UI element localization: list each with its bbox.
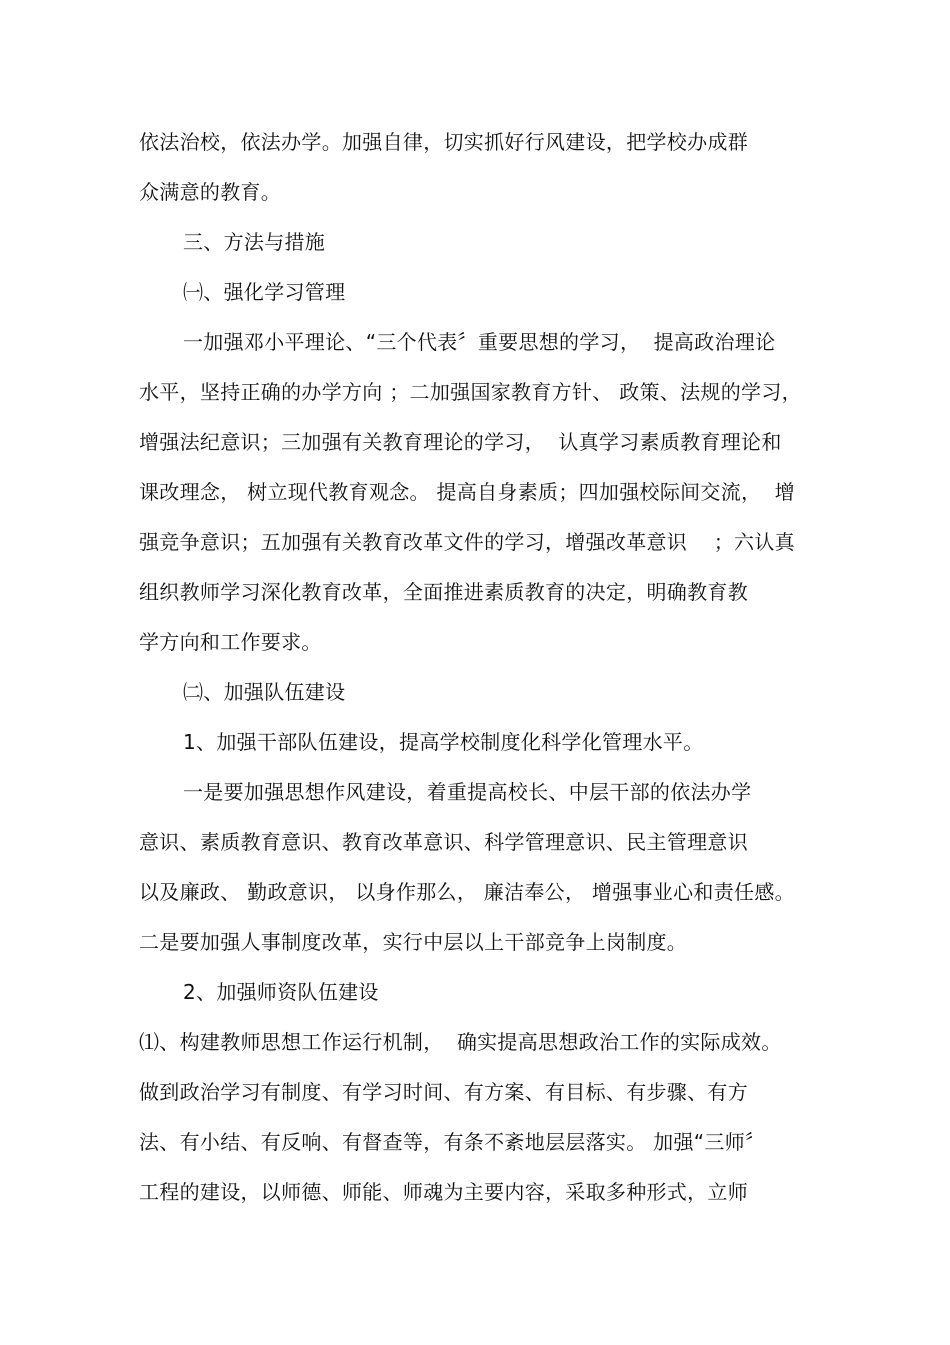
text-line: ⑴、构建教师思想工作运行机制， 确实提高思想政治工作的实际成效。 [139,1030,782,1054]
text-line: 水平，坚持正确的办学方向 ；二加强国家教育方针、 政策、法规的学习， [139,380,802,404]
text-line: 工程的建设，以师德、师能、师魂为主要内容，采取多种形式，立师 [139,1180,748,1204]
text-line: 一加强邓小平理论、“三个代表〞重要思想的学习， 提高政治理论 [183,330,776,354]
text-line: 法、有小结、有反响、有督查等，有条不紊地层层落实。 加强“三师〞 [139,1130,766,1154]
text-line: 意识、素质教育意识、教育改革意识、科学管理意识、民主管理意识 [139,830,748,854]
text-line: 一是要加强思想作风建设，着重提高校长、中层干部的依法办学 [183,780,752,804]
text-line: 学方向和工作要求。 [139,630,322,654]
item-heading: 1、加强干部队伍建设，提高学校制度化科学化管理水平。 [183,730,704,754]
subsection-heading: ㈠、强化学习管理 [183,280,346,304]
text-line: 课改理念， 树立现代教育观念。 提高自身素质；四加强校际间交流， 增 [139,480,795,504]
text-line: 增强法纪意识；三加强有关教育理论的学习， 认真学习素质教育理论和 [139,430,782,454]
text-line: 以及廉政、 勤政意识， 以身作那么， 廉洁奉公， 增强事业心和责任感。 [139,880,795,904]
section-heading: 三、方法与措施 [183,230,326,254]
text-line: 强竞争意识；五加强有关教育改革文件的学习，增强改革意识 ；六认真 [139,530,795,554]
text-line: 二是要加强人事制度改革，实行中层以上干部竞争上岗制度。 [139,930,688,954]
subsection-heading: ㈡、加强队伍建设 [183,680,346,704]
text-line: 依法治校，依法办学。加强自律，切实抓好行风建设，把学校办成群 [139,130,748,154]
item-heading: 2、加强师资队伍建设 [183,980,379,1004]
text-line: 做到政治学习有制度、有学习时间、有方案、有目标、有步骤、有方 [139,1080,748,1104]
text-line: 组织教师学习深化教育改革，全面推进素质教育的决定，明确教育教 [139,580,748,604]
text-line: 众满意的教育。 [139,180,282,204]
